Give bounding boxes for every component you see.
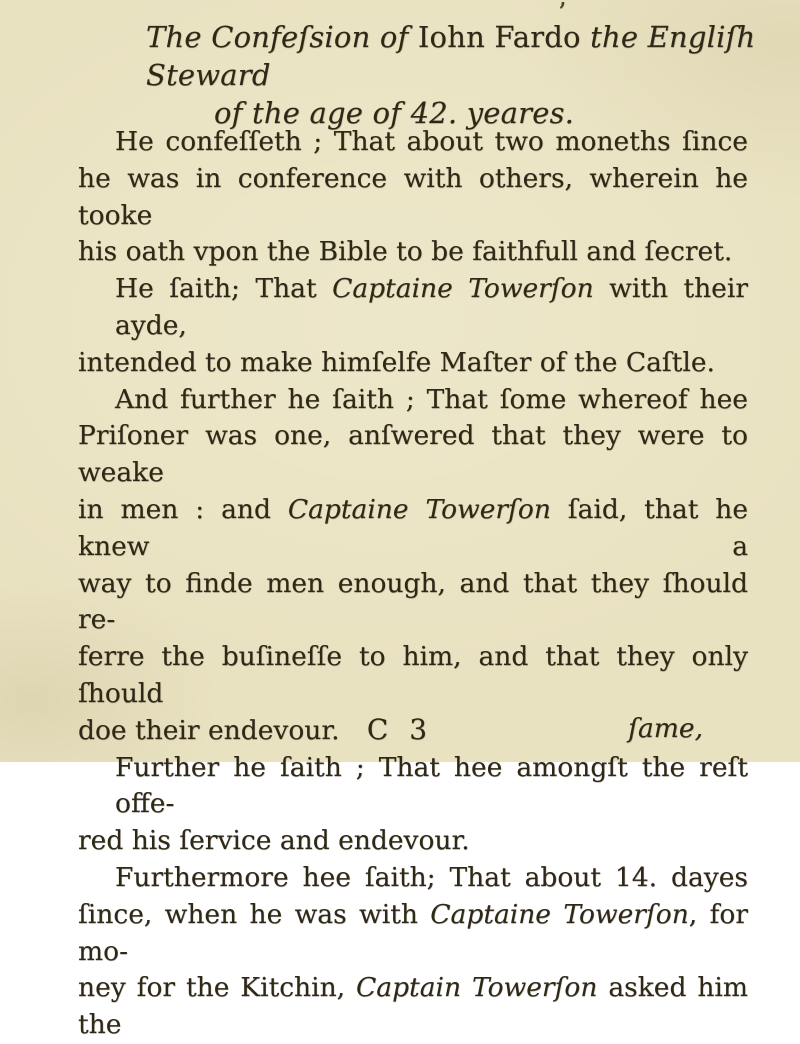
roman-run: ſince, when he was with — [78, 898, 431, 930]
roman-run: Priſoner was one, anſwered that they were to weake — [78, 420, 748, 489]
italic-run: Captaine Towerſon — [332, 273, 594, 305]
roman-run: with their ayde, — [115, 273, 749, 341]
text-line — [78, 823, 748, 860]
roman-run: ney for the Kitchin, — [78, 972, 357, 1004]
text-line — [78, 860, 748, 897]
roman-run: Further he ſaith ; That hee amongſt the reſt offe- — [115, 751, 748, 820]
roman-run: doe their endevour. — [78, 714, 340, 746]
italic-run: of the age of 42. yeares. — [214, 96, 575, 130]
text-line — [78, 418, 748, 492]
roman-run: asked him the — [78, 972, 749, 1041]
signature-mark: C 3 — [366, 713, 434, 746]
roman-run: he was in conference with others, wherein he tooke — [78, 162, 748, 231]
roman-run: Iohn Fardo — [417, 20, 591, 54]
page-heading — [78, 18, 758, 132]
italic-run: Captaine Towerſon — [287, 493, 551, 525]
roman-run: , for mo- — [78, 898, 749, 967]
roman-run: Furthermore hee ſaith; That about 14. dayes — [115, 861, 748, 893]
roman-run: way to finde men enough, and that they ſhould re- — [78, 567, 748, 636]
text-line — [78, 18, 758, 94]
text-line — [78, 161, 748, 235]
text-line — [78, 639, 748, 713]
body-text — [78, 124, 748, 1044]
text-line — [78, 271, 748, 345]
roman-run: intended to make himſelfe Maſter of the Caſtle. — [78, 346, 715, 378]
italic-run: Captaine Towerſon — [430, 898, 689, 930]
roman-run: He ſaith; That — [115, 273, 333, 305]
roman-run: ſaid, that he knew a — [78, 493, 749, 562]
text-line — [78, 345, 748, 382]
roman-run: And further he ſaith ; That ſome whereof hee — [115, 383, 748, 415]
italic-run: The Confeſsion of — [146, 20, 418, 54]
roman-run: red his ſervice and endevour. — [78, 825, 470, 857]
italic-run: the Engliſh Steward — [146, 20, 756, 92]
footer-line — [78, 713, 748, 753]
catchword: ſame, — [628, 713, 703, 744]
roman-run: in men : and — [78, 493, 288, 525]
text-line — [78, 566, 748, 640]
italic-run: Captain Towerſon — [356, 972, 598, 1004]
text-line — [78, 897, 748, 971]
ink-speck: ’ — [558, 0, 567, 28]
roman-run: ferre the buſineſſe to him, and that they only ſhould — [78, 641, 748, 709]
text-line — [78, 970, 748, 1044]
roman-run: his oath vpon the Bible to be faithfull and ſecret. — [78, 236, 733, 268]
text-line — [78, 492, 748, 566]
text-line — [78, 750, 748, 824]
text-line — [78, 382, 748, 419]
text-line — [78, 234, 748, 271]
text-line — [78, 124, 748, 161]
roman-run: He confeſſeth ; That about two moneths ſince — [115, 126, 748, 157]
